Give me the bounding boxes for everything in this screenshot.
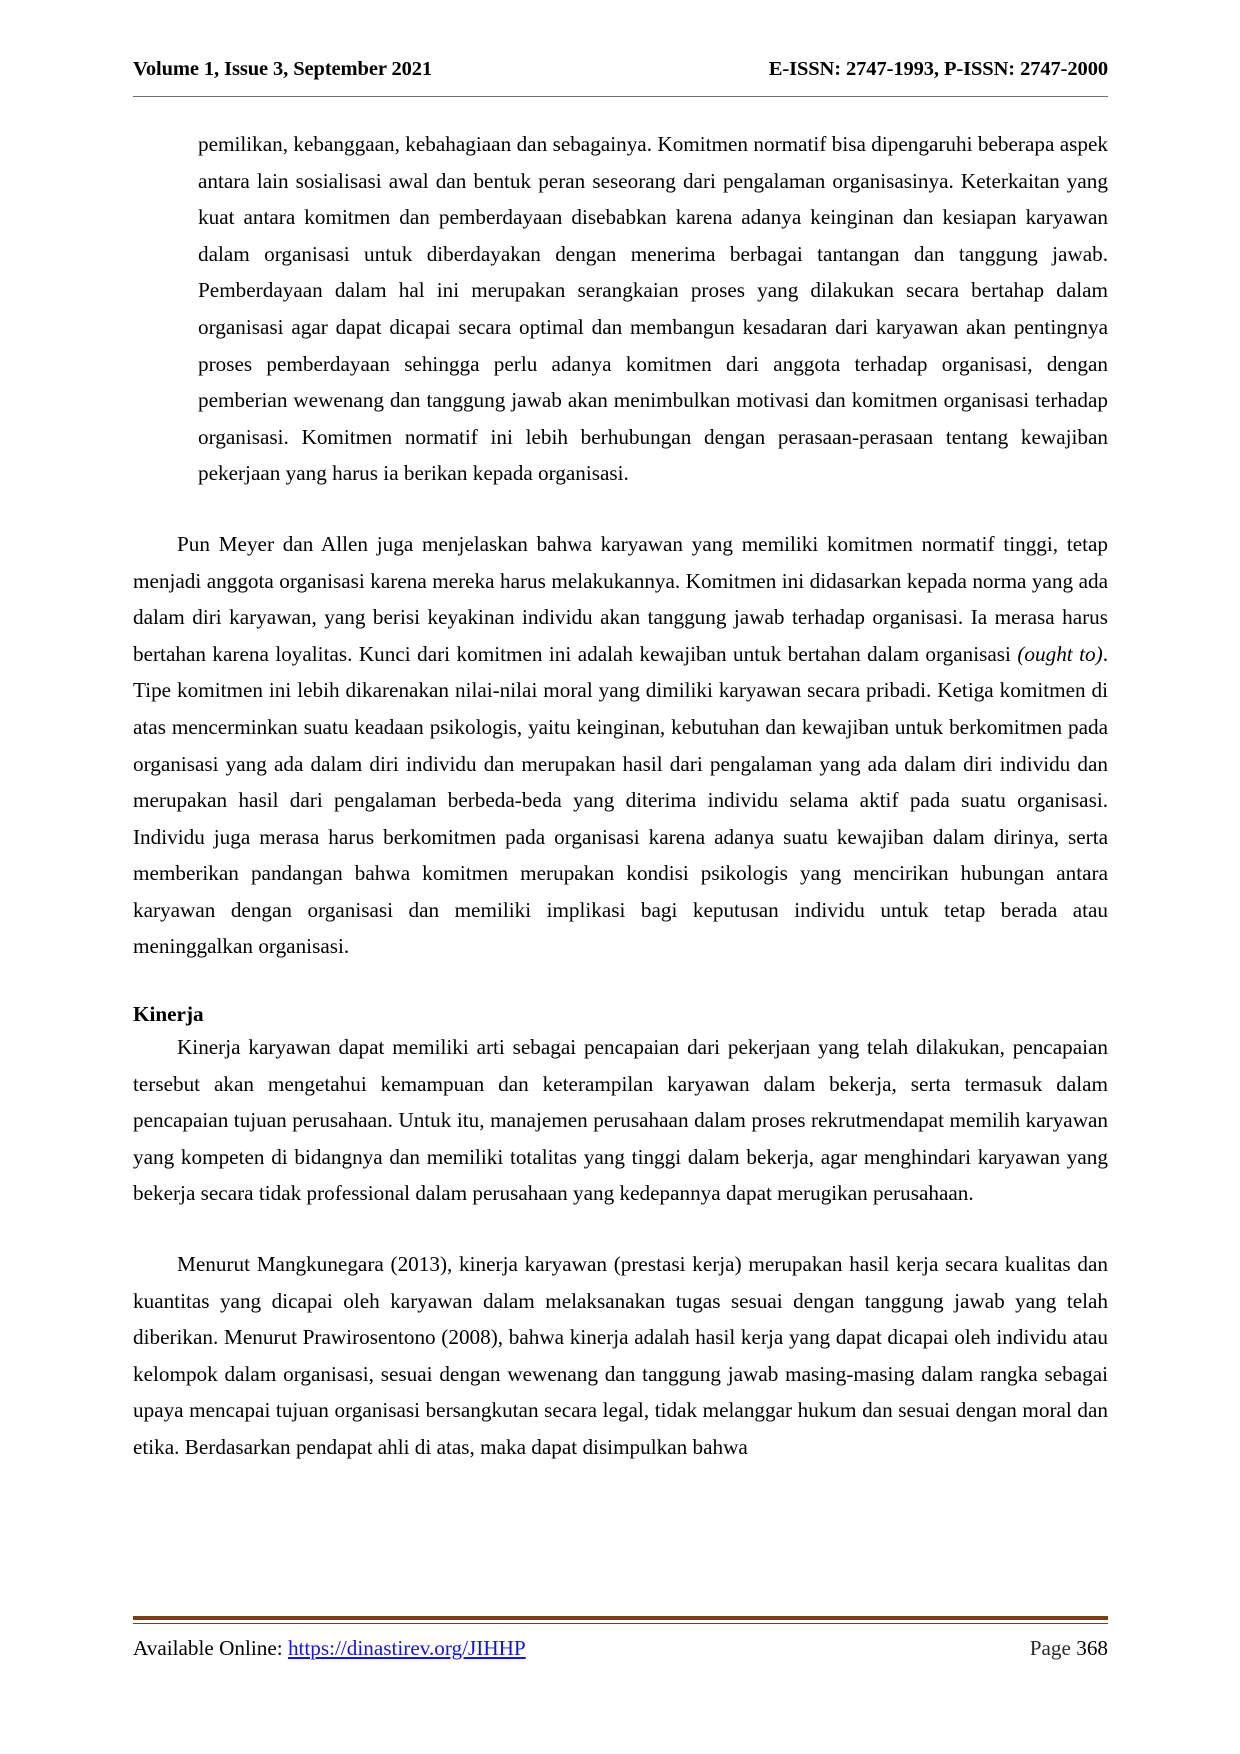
- footer-available-label: Available Online:: [133, 1636, 288, 1660]
- section-heading-kinerja: Kinerja: [133, 1002, 204, 1027]
- page-number: 368: [1076, 1636, 1108, 1660]
- paragraph-meyer-allen: [133, 526, 1108, 965]
- footer-divider-thick: [133, 1616, 1108, 1620]
- paragraph-meyer-allen-part1: Pun Meyer dan Allen juga menjelaskan bahwa karyawan yang memiliki komitmen normatif tinggi, tetap menjadi anggota organisasi karena mereka harus melakukannya. Komitmen ini didasarkan kepada norma yang ada dalam diri karyawan, yang berisi keyakinan individu akan tanggung jawab terhadap organisasi. Ia merasa harus bertahan karena loyalitas. Kunci dari komitmen ini adalah kewajiban untuk bertahan dalam organisasi: [133, 531, 1108, 666]
- paragraph-meyer-allen-part2: . Tipe komitmen ini lebih dikarenakan nilai-nilai moral yang dimiliki karyawan secara pribadi. Ketiga komitmen di atas mencerminkan suatu keadaan psikologis, yaitu keinginan, kebutuhan dan kewajiban untuk berkomitmen pada organisasi yang ada dalam diri individu dan merupakan hasil dari pengalaman yang ada dalam diri individu dan merupakan hasil dari pengalaman berbeda-beda yang diterima individu selama aktif pada suatu organisasi. Individu juga merasa harus berkomitmen pada organisasi karena adanya suatu kewajiban dalam dirinya, serta memberikan pandangan bahwa komitmen merupakan kondisi psikologis yang mencirikan hubungan antara karyawan dengan organisasi dan memiliki implikasi bagi keputusan individu untuk tetap berada atau meninggalkan organisasi.: [133, 641, 1108, 959]
- header-volume-issue: Volume 1, Issue 3, September 2021: [133, 58, 433, 80]
- running-header: [133, 58, 1108, 81]
- footer-page-indicator: [1030, 1636, 1108, 1661]
- spacer: [133, 1212, 1108, 1246]
- footer-divider-thin: [133, 1623, 1108, 1624]
- page-label: Page: [1029, 1636, 1077, 1660]
- journal-url-link[interactable]: https://dinastirev.org/JIHHP: [287, 1636, 526, 1660]
- term-ought-to: (ought to): [1017, 641, 1103, 666]
- footer-availability: [133, 1636, 526, 1661]
- paragraph-mangkunegara: Menurut Mangkunegara (2013), kinerja karyawan (prestasi kerja) merupakan hasil kerja secara kualitas dan kuantitas yang dicapai oleh karyawan dalam melaksanakan tugas sesuai dengan tanggung jawab yang telah diberikan. Menurut Prawirosentono (2008), bahwa kinerja adalah hasil kerja yang dapat dicapai oleh individu atau kelompok dalam organisasi, sesuai dengan wewenang dan tanggung jawab masing-masing dalam rangka sebagai upaya mencapai tujuan organisasi bersangkutan secara legal, tidak melanggar hukum dan sesuai dengan moral dan etika. Berdasarkan pendapat ahli di atas, maka dapat disimpulkan bahwa: [133, 1252, 1108, 1459]
- header-divider: [133, 96, 1108, 97]
- header-issn: E-ISSN: 2747-1993, P-ISSN: 2747-2000: [768, 58, 1108, 80]
- paragraph-pemilikan: pemilikan, kebanggaan, kebahagiaan dan sebagainya. Komitmen normatif bisa dipengaruhi beberapa aspek antara lain sosialisasi awal dan bentuk peran seseorang dari pengalaman organisasinya. Keterkaitan yang kuat antara komitmen dan pemberdayaan disebabkan karena adanya keinginan dan kesiapan karyawan dalam organisasi untuk diberdayakan dengan menerima berbagai tantangan dan tanggung jawab. Pemberdayaan dalam hal ini merupakan serangkaian proses yang dilakukan secara bertahap dalam organisasi agar dapat dicapai secara optimal dan membangun kesadaran dari karyawan akan pentingnya proses pemberdayaan sehingga perlu adanya komitmen dari anggota terhadap organisasi, dengan pemberian wewenang dan tanggung jawab akan menimbulkan motivasi dan komitmen organisasi terhadap organisasi. Komitmen normatif ini lebih berhubungan dengan perasaan-perasaan tentang kewajiban pekerjaan yang harus ia berikan kepada organisasi.: [198, 132, 1108, 486]
- document-body: [133, 126, 1108, 1466]
- spacer: [133, 492, 1108, 526]
- spacer: [133, 965, 1108, 999]
- paragraph-kinerja-definisi: Kinerja karyawan dapat memiliki arti sebagai pencapaian dari pekerjaan yang telah dilakukan, pencapaian tersebut akan mengetahui kemampuan dan keterampilan karyawan dalam bekerja, serta termasuk dalam pencapaian tujuan perusahaan. Untuk itu, manajemen perusahaan dalam proses rekrutmendapat memilih karyawan yang kompeten di bidangnya dan memiliki totalitas yang tinggi dalam bekerja, agar menghindari karyawan yang bekerja secara tidak professional dalam perusahaan yang kedepannya dapat merugikan perusahaan.: [133, 1035, 1108, 1206]
- running-footer: [133, 1636, 1108, 1661]
